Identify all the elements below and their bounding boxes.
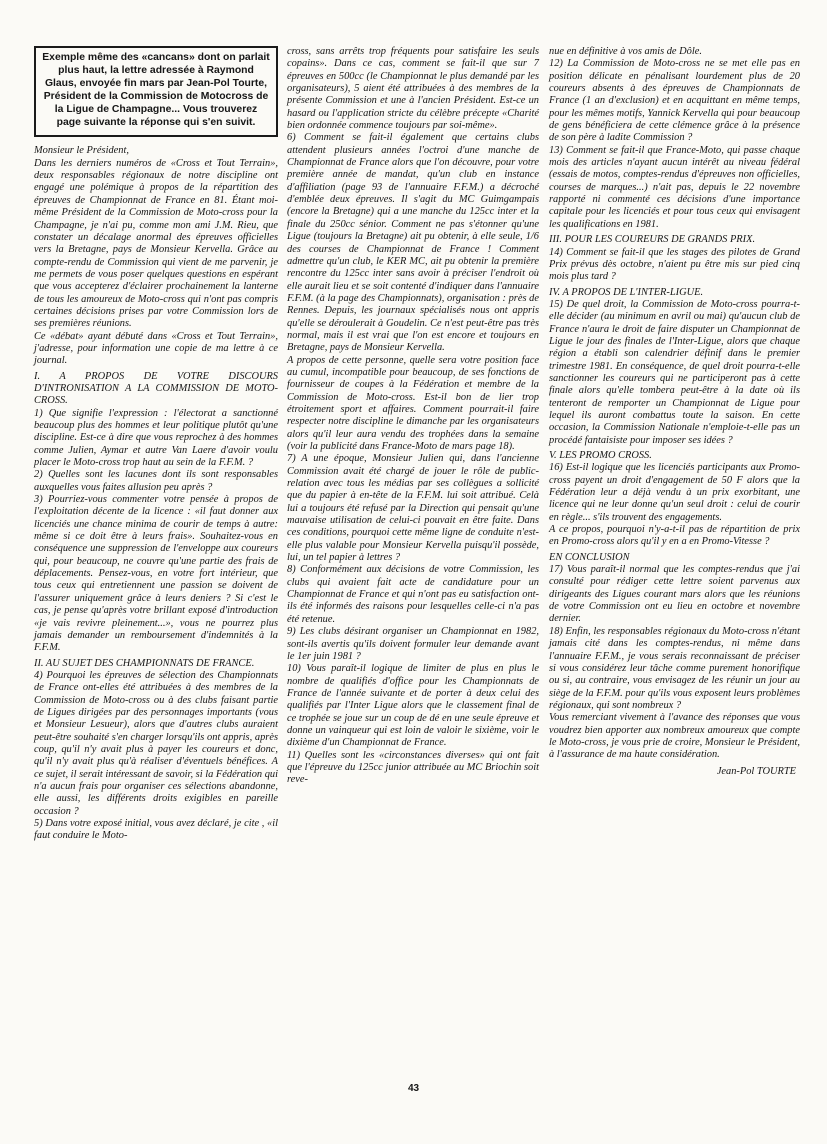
section-heading: IV. A PROPOS DE L'INTER-LIGUE.	[549, 286, 704, 298]
section-heading: V. LES PROMO CROSS.	[549, 450, 652, 461]
paragraph: 8) Conformément aux décisions de votre Commission, les clubs qui avaient fait acte de candidature pour un Championnat de France et qui n'ont pas eu satisfaction ont-ils été informés des raisons pour lesquelles celle-ci n'a pas été retenue.	[287, 564, 539, 625]
paragraph: Dans les derniers numéros de «Cross et Tout Terrain», deux responsables régionaux de notre discipline ont engagé une polémique à propos de la répartition des épreuves de Championnat de France en 81. Étant moi-même Président de la Commission de Moto-cross pour la Champagne, je n'ai pu, comme mon ami J.M. Rieu, que constater un décalage anormal des épreuves officielles vers la Bretagne, pays de Monsieur Kervella. Grâce au compte-rendu de Commission qui vient de me parvenir, je me permets de vous poser quelques questions en espérant que vous accepterez d'éclairer prochainement la lanterne de tous les amoureux de Moto-cross qui n'ont pas compris certaines décisions prises par votre Commission lors de ses premières réunions.	[34, 157, 278, 330]
column-1	[34, 46, 278, 843]
paragraph: A propos de cette personne, quelle sera votre position face au cumul, incompatible pour beaucoup, de ses fonctions de fournisseur de coupes à la Fédération et membre de la Commission de Moto-cross. Est-il bon de lier trop étroitement sport et affaires. Comment pourrait-il faire respecter notre discipline le dimanche par les organisateurs alors qu'il leur aura vendu des trophées dans la semaine (voir la publicité dans France-Moto de mars page 18).	[287, 354, 539, 452]
page-number: 43	[407, 1083, 420, 1094]
paragraph: nue en définitive à vos amis de Dôle.	[549, 46, 702, 57]
salutation: Monsieur le Président,	[34, 145, 129, 157]
paragraph: 2) Quelles sont les lacunes dont ils sont responsables auxquelles vous faites allusion peu après ?	[34, 469, 278, 493]
paragraph: 7) A une époque, Monsieur Julien qui, dans l'ancienne Commission avait été chargé de jouer le rôle de public-relation avec tous les médias par ses collègues a sollicité que du papier à en-tête de la F.F.M. lui soit attribué. Celà lui a toujours été refusé par la Direction qui pensait qu'une mauvaise utilisation de celui-ci pouvait en être faite. Dans ces conditions, pourquoi cette même ligne de conduite n'est-elle plus valable pour Monsieur Kervella puisqu'il possède, lui, un tel papier à lettres ?	[287, 453, 539, 564]
paragraph: 1) Que signifie l'expression : l'électorat a sanctionné beaucoup plus des hommes et leur politique plutôt qu'une discipline. Est-ce à dire que vous reprochez à des hommes comme Julien, Aymar et autre Van Laere d'avoir voulu placer le Moto-cross trop haut au sein de la F.F.M. ?	[34, 407, 278, 469]
paragraph: 6) Comment se fait-il également que certains clubs attendent plusieurs années l'octroi d'une manche de Championnat de France alors que l'on découvre, pour votre première année de mandat, qu'un club en instance d'affiliation (page 93 de l'annuaire F.F.M.) a décroché d'emblée deux épreuves. Il s'agit du MC Guimgampais (encore la Bretagne) qui a une manche du 125cc inter et la finale du 250cc sénior. Comment ne pas s'étonner qu'une Ligue (toujours la Bretagne) ait pu obtenir, à elle seule, 1/6 des courses de Championnat de France ! Comment admettre qu'un club, le KER MC, ait pu obtenir la première rencontre du 125cc inter sans avoir à préciser l'endroit où elle aurait lieu et se soit contenté d'indiquer dans l'annuaire F.F.M. (à la page des Championnats), organisation : près de Rennes. Depuis, les journaux spécialisés nous ont appris qu'elle se déroulerait à Goudelin. Ce n'est peut-être pas très normal, mais il est vrai que l'on est encore et toujours en Bretagne, pays de Monsieur Kervella.	[287, 132, 539, 354]
paragraph: 5) Dans votre exposé initial, vous avez déclaré, je cite , «il faut conduire le Moto-	[34, 818, 278, 842]
paragraph: 15) De quel droit, la Commission de Moto-cross pourra-t-elle décider (au minimum en avril ou mai) qu'aucun club de France n'aura le droit de faire disputer un Championnat de Ligue le jour des finales de l'Inter-Ligue, alors que chaque région a établi son calendrier définif dans le premier trimestre 1981. En conséquence, de quel droit pourra-t-elle sanctionner les coureurs qui ne participeront pas à cette finale alors qu'elle tombera peut-être à la date où ils tenteront de remporter un Championnat de Ligue pour lequel ils auront combattus toute la saison. En cette occasion, la Commission Nationale n'emploie-t-elle pas un procédé fantaisiste pour imposer ses idées ?	[549, 298, 800, 446]
paragraph: 14) Comment se fait-il que les stages des pilotes de Grand Prix prévus dès octobre, n'aient pu être mis sur pied cinq mois plus tard ?	[549, 246, 800, 283]
paragraph: 18) Enfin, les responsables régionaux du Moto-cross n'étant jamais cité dans les comptes-rendus, ni même dans l'annuaire F.F.M., je vous serais reconnaissant de préciser si vous considérez leur tâche comme purement honorifique ou si, au contraire, vous envisagez de les réunir un jour au siège de la F.F.M. pour qu'ils vous exposent leurs problèmes régionaux, qui sont nombreux ?	[549, 625, 800, 711]
paragraph: 10) Vous paraît-il logique de limiter de plus en plus le nombre de qualifiés d'office pour les Championnats de France de l'année suivante et de porter à deux celui des qualifiés par l'Inter Ligue alors que le classement final de ce trophée se joue sur un coup de dé en une seule épreuve et donne un vainqueur qui est loin de valoir le sixième, voir le dixième d'un Championnat de France.	[287, 663, 539, 749]
paragraph: 12) La Commission de Moto-cross ne se met elle pas en position délicate en pénalisant lourdement plus de 20 coureurs absents à des épreuves de Championnats de France (1 an d'exclusion) et en acquittant en même temps, pour les mêmes motifs, Yannick Kervella qui pour beaucoup de gens bénéficiera de cette clémence grâce à la présence de son père à ladite Commission ?	[549, 58, 800, 144]
paragraph: A ce propos, pourquoi n'y-a-t-il pas de répartition de prix en Promo-cross alors qu'il y en a en Promo-Vitesse ?	[549, 524, 800, 548]
paragraph: 3) Pourriez-vous commenter votre pensée à propos de l'exploitation décente de la licence : «il faut donner aux licenciés une chance minima de courir de temps à autre: même si ce doit être à leurs frais». Souhaitez-vous en conséquence une suppression de l'enveloppe aux coureurs qui, pour beaucoup, ne couvre qu'une partie des frais de déplacements. Pensez-vous, en votre fort intérieur, que tous ceux qui entretiennent une passion se doivent de l'assurer uniquement grâce à leurs deniers ? Si c'est le cas, je pense qu'après votre brillant exposé d'introduction «je vais revivre pleinement...», vous ne pourrez plus jamais demander un remboursement d'indemnités à la F.F.M.	[34, 494, 278, 654]
section-heading: III. POUR LES COUREURS DE GRANDS PRIX.	[549, 234, 756, 246]
paragraph: Ce «débat» ayant débuté dans «Cross et Tout Terrain», j'adresse, pour information une copie de ma lettre à ce journal.	[34, 330, 278, 367]
paragraph: 13) Comment se fait-il que France-Moto, qui passe chaque mois des articles n'ayant aucun intérêt au niveau fédéral (essais de motos, comptes-rendus d'épreuves non officielles, courses de marques...) n'ait pas, depuis le 22 novembre rapporté ni commenté ces décisions d'une importance capitale pour les licenciés et pour tous ceux qui envisagent les qualifications en 1981.	[549, 144, 800, 230]
article-page	[34, 46, 800, 1086]
paragraph: 17) Vous paraît-il normal que les comptes-rendus que j'ai consulté pour rédiger cette lettre soient parvenus aux dirigeants des Ligues courant mars alors que les réunions de votre Commission ont eu lieu en octobre et novembre dernier.	[549, 564, 800, 625]
section-heading: EN CONCLUSION	[549, 551, 630, 563]
section-heading: I. A PROPOS DE VOTRE DISCOURS D'INTRONISATION A LA COMMISSION DE MOTO-CROSS.	[34, 370, 278, 407]
column-3	[549, 46, 800, 778]
section-heading: II. AU SUJET DES CHAMPIONNATS DE FRANCE.	[34, 657, 255, 669]
paragraph: 4) Pourquoi les épreuves de sélection des Championnats de France ont-elles été attribuées à des membres de la Commission de Moto-cross ou à des clubs faisant partie de Ligues dirigées par des personnages importants (vous et Monsieur Lesueur), alors que d'autres clubs auraient peut-être souhaité s'en charger lorsqu'ils ont appris, après coup, qu'il n'y avait plus à payer les coureurs et donc, qu'il n'y avait plus qu'à réaliser d'éventuels bénéfices. A ce sujet, il serait intéressant de savoir, si la Fédération qui n'a aucun frais pour organiser ces sélections abandonne, elle aussi, les différents droits exigibles en pareille occasion ?	[34, 669, 278, 817]
signature: Jean-Pol TOURTE	[716, 765, 796, 777]
paragraph: 11) Quelles sont les «circonstances diverses» qui ont fait que l'épreuve du 125cc junior attribuée au MC Briochin soit reve-	[287, 749, 539, 786]
closing-paragraph: Vous remerciant vivement à l'avance des réponses que vous voudrez bien apporter aux nombreux amoureux que compte le Moto-cross, je vous prie de croire, Monsieur le Président, à l'assurance de ma haute considération.	[549, 712, 800, 761]
paragraph: 9) Les clubs désirant organiser un Championnat en 1982, sont-ils avertis qu'ils doivent formuler leur demande avant le 1er juin 1981 ?	[287, 626, 539, 662]
paragraph: cross, sans arrêts trop fréquents pour satisfaire les seuls copains». Dans ce cas, comment se fait-il que sur 7 épreuves en 500cc (le Championnat le plus demandé par les organisateurs), 5 aient été attribuées à des membres de la présente Commission et une à l'ancien Président. Est-ce un hasard ou l'application stricte du célèbre précepte «Charité bien ordonnée commence toujours par soi-même».	[287, 46, 539, 132]
paragraph: 16) Est-il logique que les licenciés participants aux Promo-cross payent un droit d'engagement de 50 F alors que la Fédération leur a déjà vendu à un prix exorbitant, une licence qui ne leur donne qu'un seul droit : celui de courir en règle... s'ils trouvent des engagements.	[549, 462, 800, 523]
column-2	[287, 46, 539, 787]
intro-box: Exemple même des «cancans» dont on parlait plus haut, la lettre adressée à Raymond Glaus, envoyée fin mars par Jean-Pol Tourte, Président de la Commission de Motocross de la Ligue de Champagne... Vous trouverez page suivante la réponse qui s'en suivit.	[34, 46, 278, 137]
